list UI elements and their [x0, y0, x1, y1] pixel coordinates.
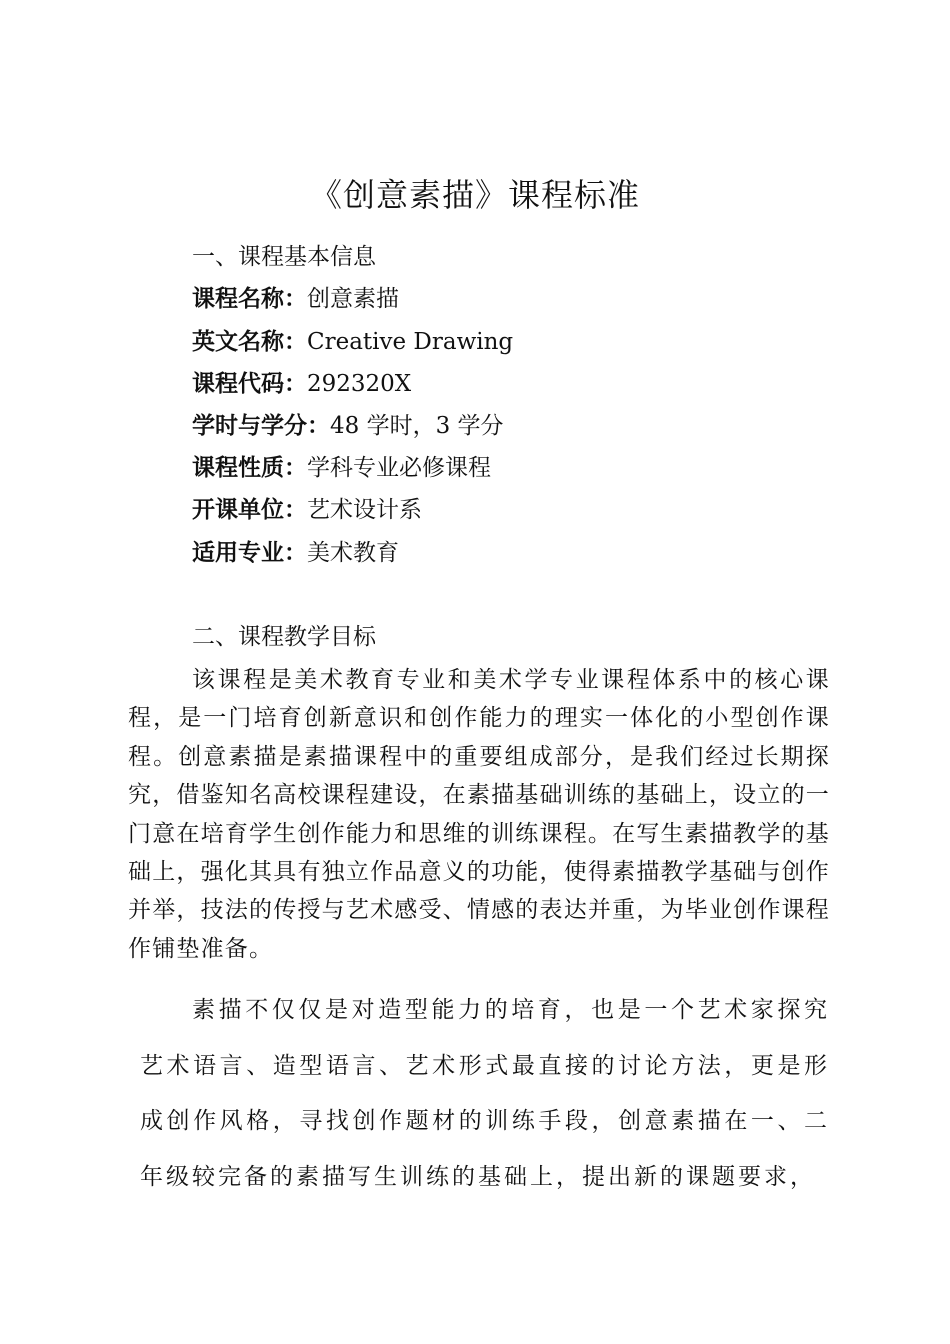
- field-label: 课程性质：: [192, 455, 307, 481]
- paragraph-course-overview: 该课程是美术教育专业和美术学专业课程体系中的核心课程，是一门培育创新意识和创作能力的理实一体化的小型创作课程。创意素描是素描课程中的重要组成部分，是我们经过长期探究，借鉴知名高校课程建设，在素描基础训练的基础上，设立的一门意在培育学生创作能力和思维的训练课程。在写生素描教学的基础上，强化其具有独立作品意义的功能，使得素描教学基础与创作并举，技法的传授与艺术感受、情感的表达并重，为毕业创作课程作铺垫准备。: [128, 667, 830, 962]
- field-hours-credits: [192, 409, 504, 443]
- field-value: 学科专业必修课程: [307, 455, 491, 481]
- field-value: 美术教育: [307, 540, 399, 566]
- field-label: 适用专业：: [192, 540, 307, 566]
- field-course-code: [192, 367, 411, 401]
- field-value: 艺术设计系: [307, 497, 422, 523]
- field-applicable-major: [192, 536, 399, 570]
- field-course-name: [192, 282, 399, 316]
- field-value: 48 学时，3 学分: [330, 413, 504, 439]
- field-label: 课程代码：: [192, 371, 307, 397]
- field-course-nature: [192, 451, 491, 485]
- field-value: 292320X: [307, 371, 412, 397]
- field-english-name: [192, 325, 513, 359]
- field-offering-unit: [192, 493, 422, 527]
- field-label: 学时与学分：: [192, 413, 330, 439]
- paragraph-drawing-purpose: 素描不仅仅是对造型能力的培育，也是一个艺术家探究艺术语言、造型语言、艺术形式最直接的讨论方法，更是形成创作风格，寻找创作题材的训练手段，创意素描在一、二年级较完备的素描写生训练的基础上，提出新的课题要求，: [140, 997, 830, 1190]
- field-label: 课程名称：: [192, 286, 307, 312]
- document-title: 《创意素描》课程标准: [309, 176, 640, 214]
- section-heading-teaching-goals: 二、课程教学目标: [192, 624, 376, 650]
- field-value: Creative Drawing: [307, 329, 514, 355]
- field-label: 开课单位：: [192, 497, 307, 523]
- field-value: 创意素描: [307, 286, 399, 312]
- section-heading-basic-info: 一、课程基本信息: [192, 244, 376, 270]
- field-label: 英文名称：: [192, 329, 307, 355]
